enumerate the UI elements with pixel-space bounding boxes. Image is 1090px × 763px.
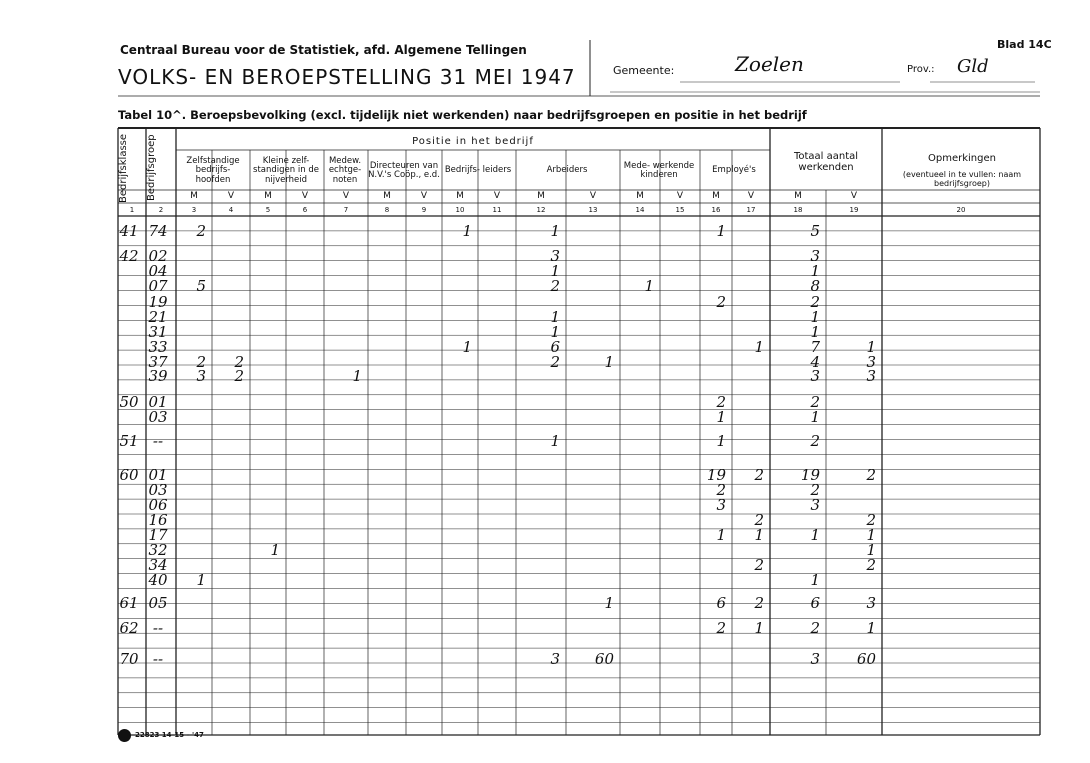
cell-value-c5: 1 (270, 541, 280, 559)
mv-label: V (420, 191, 428, 201)
bedrijfsgroep-value: 01 (148, 466, 168, 484)
bedrijfsgroep-value: -- (152, 619, 164, 637)
column-number: 1 (129, 206, 135, 214)
cell-value-c18: 1 (810, 571, 820, 589)
cell-value-c7: 1 (352, 367, 362, 385)
cell-value-c16: 3 (716, 496, 726, 514)
cell-value-c16: 2 (716, 619, 726, 637)
cell-value-c17: 1 (754, 619, 764, 637)
column-number: 13 (588, 206, 598, 214)
column-number: 12 (536, 206, 546, 214)
bedrijfsgroep-value: 40 (148, 571, 168, 589)
cell-value-c16: 19 (706, 466, 726, 484)
bedrijfsgroep-value: -- (152, 432, 164, 450)
cell-value-c19: 2 (866, 556, 876, 574)
mv-label: M (456, 191, 464, 201)
cell-value-c3: 1 (196, 571, 206, 589)
bedrijfsklasse-value: 62 (119, 619, 139, 637)
cell-value-c13: 1 (604, 594, 614, 612)
cell-value-c12: 3 (550, 650, 560, 668)
cell-value-c18: 2 (810, 393, 820, 411)
cell-value-c12: 3 (550, 247, 560, 265)
column-number: 10 (455, 206, 465, 214)
cell-value-c10: 1 (462, 338, 472, 356)
column-number: 2 (158, 206, 164, 214)
column-number: 20 (956, 206, 966, 214)
column-number: 14 (635, 206, 645, 214)
cell-value-c19: 1 (866, 338, 876, 356)
cell-value-c18: 19 (800, 466, 820, 484)
cell-value-c18: 3 (810, 367, 820, 385)
bedrijfsgroep-value: 05 (148, 594, 168, 612)
cell-value-c17: 1 (754, 526, 764, 544)
column-number: 16 (711, 206, 721, 214)
cell-value-c18: 5 (810, 222, 820, 240)
header-positie: Positie in het bedrijf (412, 136, 534, 148)
mv-label: M (636, 191, 644, 201)
cell-value-c16: 2 (716, 481, 726, 499)
cell-value-c12: 6 (550, 338, 560, 356)
column-number: 8 (384, 206, 390, 214)
column-number: 3 (191, 206, 197, 214)
cell-value-c17: 2 (754, 556, 764, 574)
column-number: 19 (849, 206, 859, 214)
cell-value-c17: 2 (754, 594, 764, 612)
header-medew: Medew. echtge- noten (328, 155, 362, 185)
cell-value-c18: 3 (810, 496, 820, 514)
cell-value-c18: 1 (810, 526, 820, 544)
bedrijfsgroep-value: 34 (148, 556, 168, 574)
mv-label: M (383, 191, 391, 201)
bedrijfsgroep-value: 03 (148, 481, 168, 499)
cell-value-c19: 3 (866, 367, 876, 385)
mv-label: V (676, 191, 684, 201)
mv-label: V (747, 191, 755, 201)
cell-value-c4: 2 (234, 353, 244, 371)
bedrijfsgroep-value: 39 (148, 367, 168, 385)
cell-value-c19: 1 (866, 541, 876, 559)
column-number: 18 (793, 206, 803, 214)
cell-value-c3: 2 (196, 222, 206, 240)
gemeente-value: Zoelen (735, 52, 804, 76)
cell-value-c19: 1 (866, 526, 876, 544)
cell-value-c17: 1 (754, 338, 764, 356)
print-code: 22823 14-15 - '47 (135, 731, 204, 739)
cell-value-c3: 2 (196, 353, 206, 371)
cell-value-c3: 3 (196, 367, 206, 385)
bedrijfsklasse-value: 50 (119, 393, 139, 411)
header-totaal: Totaal aantal werkenden (793, 151, 859, 173)
cell-value-c16: 1 (716, 222, 726, 240)
cell-value-c19: 1 (866, 619, 876, 637)
sheet-number: Blad 14C (997, 38, 1052, 51)
mv-label: M (537, 191, 545, 201)
bedrijfsgroep-value: 74 (148, 222, 168, 240)
cell-value-c17: 2 (754, 466, 764, 484)
cell-value-c18: 3 (810, 247, 820, 265)
cell-value-c18: 3 (810, 650, 820, 668)
cell-value-c19: 3 (866, 353, 876, 371)
cell-value-c19: 2 (866, 466, 876, 484)
header-bedrijfsgroep: Bedrijfsgroep (146, 134, 157, 202)
cell-value-c16: 6 (716, 594, 726, 612)
header-medewerkende: Mede- werkende kinderen (623, 160, 695, 180)
mv-label: M (264, 191, 272, 201)
bedrijfsgroep-value: 16 (148, 511, 168, 529)
cell-value-c12: 1 (550, 432, 560, 450)
header-bedrijfsleiders: Bedrijfs- leiders (444, 165, 512, 176)
mv-label: V (589, 191, 597, 201)
column-number: 15 (675, 206, 685, 214)
cell-value-c18: 2 (810, 293, 820, 311)
cell-value-c12: 1 (550, 323, 560, 341)
bedrijfsgroep-value: 21 (148, 308, 168, 326)
bedrijfsgroep-value: 32 (148, 541, 168, 559)
cell-value-c18: 6 (810, 594, 820, 612)
cell-value-c16: 2 (716, 393, 726, 411)
cell-value-c18: 1 (810, 408, 820, 426)
printer-logo-icon (118, 729, 131, 742)
cell-value-c18: 1 (810, 323, 820, 341)
header-kleine: Kleine zelf- standigen in de nijverheid (253, 155, 319, 185)
cell-value-c12: 1 (550, 222, 560, 240)
census-title: VOLKS- EN BEROEPSTELLING 31 MEI 1947 (118, 65, 576, 89)
cell-value-c18: 1 (810, 262, 820, 280)
bedrijfsgroep-value: 17 (148, 526, 168, 544)
bedrijfsgroep-value: -- (152, 650, 164, 668)
mv-label: V (227, 191, 235, 201)
cell-value-c4: 2 (234, 367, 244, 385)
bedrijfsgroep-value: 06 (148, 496, 168, 514)
province-value: Gld (957, 56, 989, 77)
bedrijfsgroep-value: 31 (148, 323, 168, 341)
cell-value-c18: 2 (810, 619, 820, 637)
cell-value-c16: 2 (716, 293, 726, 311)
header-opmerkingen-note: (eventueel in te vullen: naam bedrijfsgroep) (902, 169, 1022, 188)
cell-value-c19: 2 (866, 511, 876, 529)
header-directeuren: Directeuren van N.V.'s Coöp., e.d. (368, 160, 440, 180)
gemeente-label: Gemeente: (613, 64, 675, 77)
cell-value-c18: 4 (810, 353, 820, 371)
cell-value-c14: 1 (644, 277, 654, 295)
mv-label: V (342, 191, 350, 201)
bedrijfsgroep-value: 19 (148, 293, 168, 311)
cell-value-c12: 1 (550, 308, 560, 326)
header-zelfstandige: Zelfstandige bedrijfs- hoofden (186, 155, 240, 185)
bedrijfsgroep-value: 02 (148, 247, 168, 265)
cell-value-c12: 2 (550, 277, 560, 295)
cell-value-c12: 2 (550, 353, 560, 371)
province-label: Prov.: (907, 64, 935, 75)
header-opmerkingen: Opmerkingen (928, 153, 996, 165)
mv-label: M (190, 191, 198, 201)
cell-value-c3: 5 (196, 277, 206, 295)
cell-value-c16: 1 (716, 408, 726, 426)
mv-label: V (301, 191, 309, 201)
cell-value-c18: 2 (810, 481, 820, 499)
bedrijfsgroep-value: 04 (148, 262, 168, 280)
bedrijfsklasse-value: 51 (119, 432, 139, 450)
column-number: 17 (746, 206, 756, 214)
cell-value-c18: 7 (810, 338, 820, 356)
column-number: 7 (343, 206, 349, 214)
organization-name: Centraal Bureau voor de Statistiek, afd. Algemene Tellingen (120, 43, 527, 57)
bedrijfsgroep-value: 03 (148, 408, 168, 426)
mv-label: V (850, 191, 858, 201)
column-number: 9 (421, 206, 427, 214)
column-number: 11 (492, 206, 502, 214)
table-title: Tabel 10^. Beroepsbevolking (excl. tijdelijk niet werkenden) naar bedrijfsgroepen en positie in het bedrijf (118, 108, 807, 122)
bedrijfsgroep-value: 07 (148, 277, 168, 295)
bedrijfsgroep-value: 33 (148, 338, 168, 356)
bedrijfsgroep-value: 01 (148, 393, 168, 411)
bedrijfsklasse-value: 41 (119, 222, 139, 240)
cell-value-c13: 1 (604, 353, 614, 371)
column-number: 6 (302, 206, 308, 214)
mv-label: V (493, 191, 501, 201)
header-employes: Employé's (712, 165, 756, 176)
cell-value-c19: 3 (866, 594, 876, 612)
cell-value-c18: 8 (810, 277, 820, 295)
cell-value-c17: 2 (754, 511, 764, 529)
cell-value-c12: 1 (550, 262, 560, 280)
bedrijfsgroep-value: 37 (148, 353, 168, 371)
cell-value-c19: 60 (856, 650, 876, 668)
header-bedrijfsklasse: Bedrijfsklasse (118, 133, 129, 203)
mv-label: M (794, 191, 802, 201)
cell-value-c18: 2 (810, 432, 820, 450)
bedrijfsklasse-value: 42 (119, 247, 139, 265)
bedrijfsklasse-value: 61 (119, 594, 139, 612)
cell-value-c13: 60 (594, 650, 614, 668)
cell-value-c18: 1 (810, 308, 820, 326)
cell-value-c16: 1 (716, 526, 726, 544)
mv-label: M (712, 191, 720, 201)
column-number: 5 (265, 206, 271, 214)
cell-value-c10: 1 (462, 222, 472, 240)
cell-value-c16: 1 (716, 432, 726, 450)
header-arbeiders: Arbeiders (546, 165, 588, 176)
column-number: 4 (228, 206, 234, 214)
bedrijfsklasse-value: 70 (119, 650, 139, 668)
bedrijfsklasse-value: 60 (119, 466, 139, 484)
